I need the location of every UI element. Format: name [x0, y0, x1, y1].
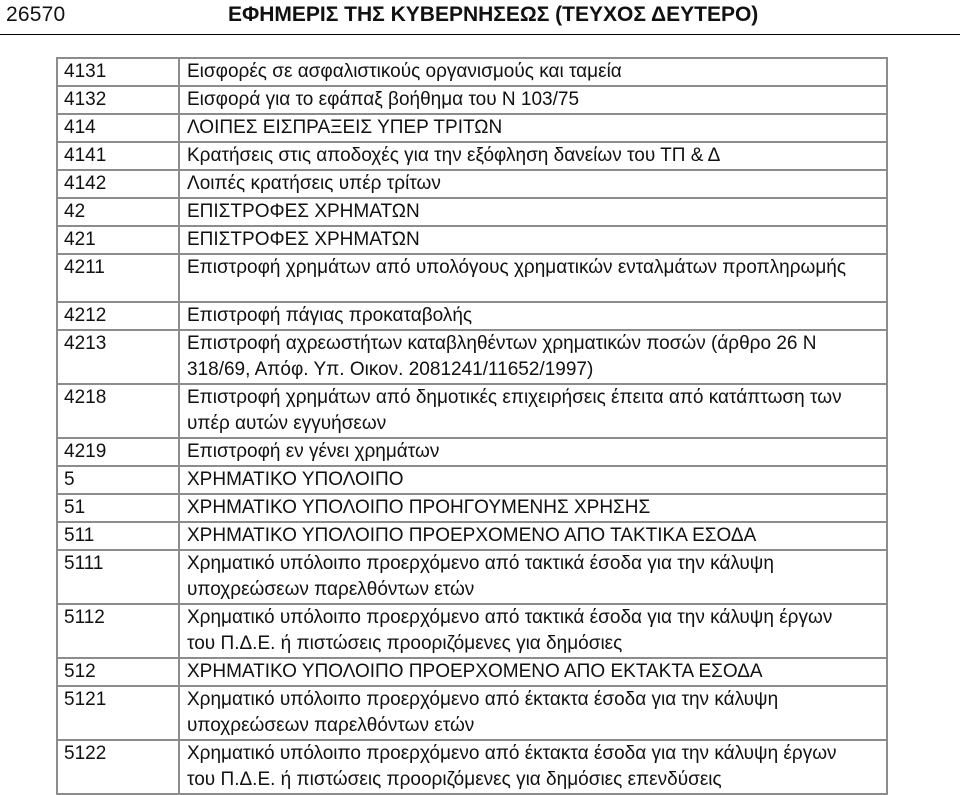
description-line: υπέρ αυτών εγγυήσεων: [187, 413, 387, 434]
account-code: 4212: [57, 302, 179, 330]
table-row: [57, 114, 887, 142]
table-row: [57, 254, 887, 302]
account-description: Επιστροφή πάγιας προκαταβολής: [179, 302, 887, 330]
account-description: [179, 384, 887, 438]
table-row: [57, 604, 887, 658]
account-description: [179, 330, 887, 384]
table-row: [57, 658, 887, 686]
account-description: [179, 604, 887, 658]
account-code: 4141: [57, 142, 179, 170]
account-description: ΧΡΗΜΑΤΙΚΟ ΥΠΟΛΟΙΠΟ ΠΡΟΕΡΧΟΜΕΝΟ ΑΠΟ ΕΚΤΑΚΤΑ ΕΣΟΔΑ: [179, 658, 887, 686]
page-header: [0, 0, 960, 35]
account-code: 4219: [57, 438, 179, 466]
table-row: [57, 58, 887, 86]
table-row: [57, 494, 887, 522]
table-row: [57, 170, 887, 198]
table-row: [57, 198, 887, 226]
account-description: ΛΟΙΠΕΣ ΕΙΣΠΡΑΞΕΙΣ ΥΠΕΡ ΤΡΙΤΩΝ: [179, 114, 887, 142]
account-code: 4218: [57, 384, 179, 438]
description-line: 318/69, Απόφ. Υπ. Οικον. 2081241/11652/1997): [187, 359, 594, 380]
account-description: Εισφορές σε ασφαλιστικούς οργανισμούς και ταμεία: [179, 58, 887, 86]
account-code: 5111: [57, 550, 179, 604]
account-code: 51: [57, 494, 179, 522]
account-description: Κρατήσεις στις αποδοχές για την εξόφληση δανείων του ΤΠ & Δ: [179, 142, 887, 170]
table-row: [57, 142, 887, 170]
account-code: 4142: [57, 170, 179, 198]
account-code: 511: [57, 522, 179, 550]
account-description: Επιστροφή εν γένει χρημάτων: [179, 438, 887, 466]
account-description: Λοιπές κρατήσεις υπέρ τρίτων: [179, 170, 887, 198]
account-description: ΕΠΙΣΤΡΟΦΕΣ ΧΡΗΜΑΤΩΝ: [179, 226, 887, 254]
account-code: 414: [57, 114, 179, 142]
account-description: Επιστροφή χρημάτων από υπολόγους χρηματικών ενταλμάτων προπληρωμής: [179, 254, 887, 302]
account-code: 4211: [57, 254, 179, 302]
table-row: [57, 86, 887, 114]
account-description: [179, 550, 887, 604]
description-line: Χρηματικό υπόλοιπο προερχόμενο από έκτακτα έσοδα για την κάλυψη έργων: [187, 743, 837, 764]
description-line: Χρηματικό υπόλοιπο προερχόμενο από τακτικά έσοδα για την κάλυψη έργων: [187, 607, 833, 628]
account-code: 5122: [57, 740, 179, 794]
account-code: 5121: [57, 686, 179, 740]
table-row: [57, 384, 887, 438]
description-line: Επιστροφή αχρεωστήτων καταβληθέντων χρηματικών ποσών (άρθρο 26 Ν: [187, 333, 817, 354]
description-line: του Π.Δ.Ε. ή πιστώσεις προοριζόμενες για δημόσιες επενδύσεις: [187, 769, 722, 790]
account-code: 4213: [57, 330, 179, 384]
account-description: [179, 740, 887, 794]
table-row: [57, 302, 887, 330]
table-row: [57, 740, 887, 794]
description-line: Χρηματικό υπόλοιπο προερχόμενο από τακτικά έσοδα για την κάλυψη: [187, 553, 774, 574]
account-code: 42: [57, 198, 179, 226]
description-line: Επιστροφή χρημάτων από δημοτικές επιχειρήσεις έπειτα από κατάπτωση των: [187, 387, 842, 408]
account-code: 5112: [57, 604, 179, 658]
account-codes-table: [56, 57, 888, 795]
description-line: Χρηματικό υπόλοιπο προερχόμενο από έκτακτα έσοδα για την κάλυψη: [187, 689, 779, 710]
table-row: [57, 438, 887, 466]
account-description: ΧΡΗΜΑΤΙΚΟ ΥΠΟΛΟΙΠΟ ΠΡΟΗΓΟΥΜΕΝΗΣ ΧΡΗΣΗΣ: [179, 494, 887, 522]
account-code: 4132: [57, 86, 179, 114]
description-line: υποχρεώσεων παρελθόντων ετών: [187, 715, 475, 736]
table-row: [57, 466, 887, 494]
account-description: [179, 686, 887, 740]
table-row: [57, 226, 887, 254]
description-line: του Π.Δ.Ε. ή πιστώσεις προοριζόμενες για δημόσιες: [187, 633, 623, 654]
account-description: ΧΡΗΜΑΤΙΚΟ ΥΠΟΛΟΙΠΟ ΠΡΟΕΡΧΟΜΕΝΟ ΑΠΟ ΤΑΚΤΙΚΑ ΕΣΟΔΑ: [179, 522, 887, 550]
description-line: υποχρεώσεων παρελθόντων ετών: [187, 579, 475, 600]
account-code: 4131: [57, 58, 179, 86]
account-description: ΧΡΗΜΑΤΙΚΟ ΥΠΟΛΟΙΠΟ: [179, 466, 887, 494]
account-description: Εισφορά για το εφάπαξ βοήθημα του Ν 103/75: [179, 86, 887, 114]
table-row: [57, 550, 887, 604]
table-row: [57, 686, 887, 740]
account-code: 5: [57, 466, 179, 494]
table-row: [57, 522, 887, 550]
account-code: 421: [57, 226, 179, 254]
account-description: ΕΠΙΣΤΡΟΦΕΣ ΧΡΗΜΑΤΩΝ: [179, 198, 887, 226]
account-code: 512: [57, 658, 179, 686]
page-number: 26570: [6, 3, 66, 26]
gazette-title: ΕΦΗΜΕΡΙΣ ΤΗΣ ΚΥΒΕΡΝΗΣΕΩΣ (ΤΕΥΧΟΣ ΔΕΥΤΕΡΟ): [228, 3, 759, 26]
table-row: [57, 330, 887, 384]
